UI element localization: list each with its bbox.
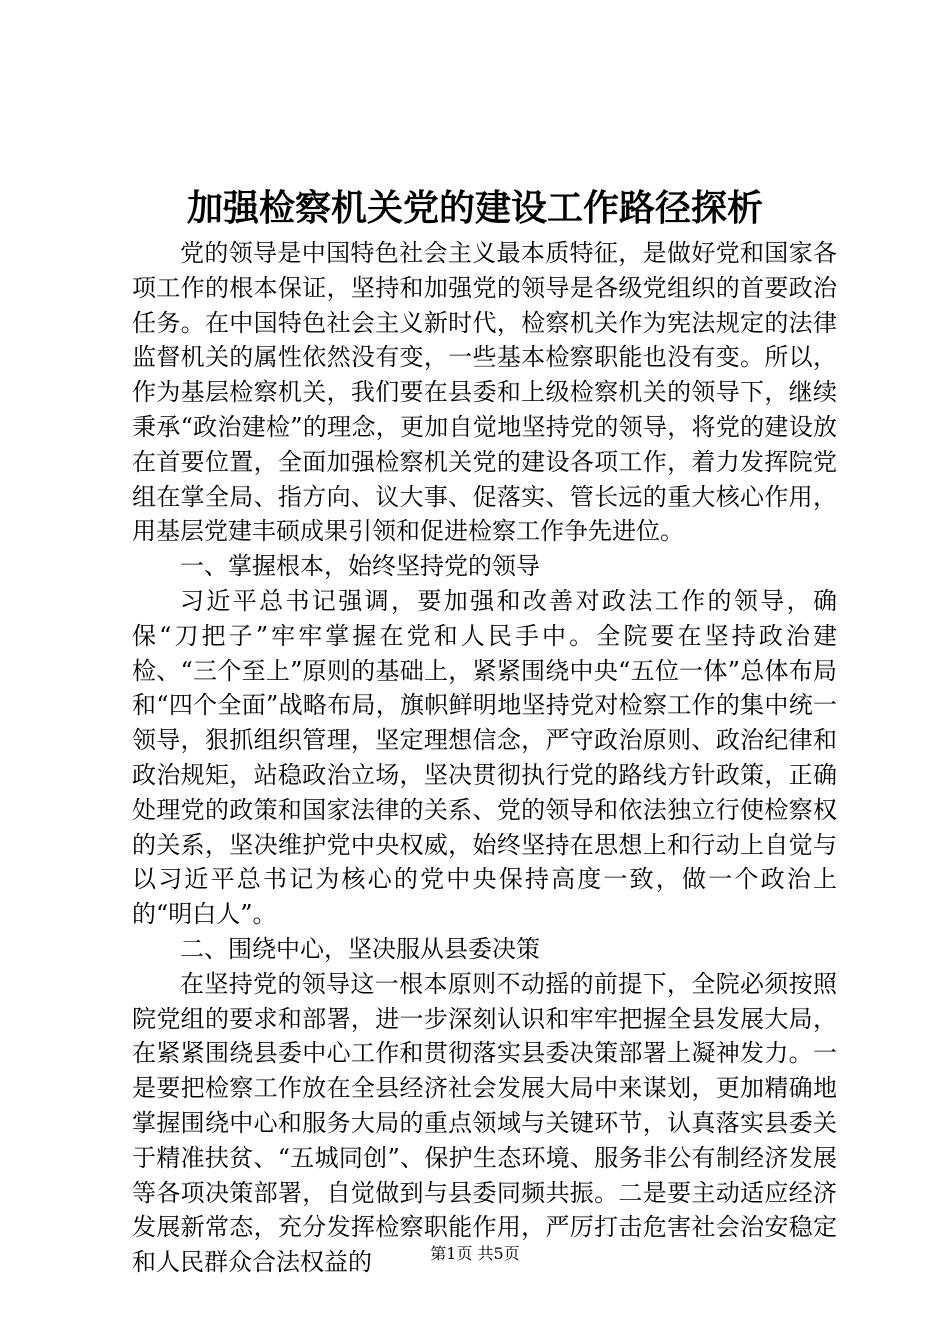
- paragraph-section-1: 习近平总书记强调，要加强和改善对政法工作的领导，确保“刀把子”牢牢掌握在党和人民手中。全院要在坚持政治建检、“三个至上”原则的基础上，紧紧围绕中央“五位一体”总体布局和“四个全面”战略布局，旗帜鲜明地坚持党对检察工作的集中统一领导，狠抓组织管理，坚定理想信念，严守政治原则、政治纪律和政治规矩，站稳政治立场，坚决贯彻执行党的路线方针政策，正确处理党的政策和国家法律的关系、党的领导和依法独立行使检察权的关系，坚决维护党中央权威，始终坚持在思想上和行动上自觉与以习近平总书记为核心的党中央保持高度一致，做一个政治上的“明白人”。: [132, 586, 837, 929]
- document-title: 加强检察机关党的建设工作路径探析: [186, 187, 763, 229]
- section-heading-2: 二、围绕中心，坚决服从县委决策: [180, 934, 540, 963]
- page-number-footer: 第1页 共5页: [430, 1244, 520, 1263]
- document-body: [132, 236, 837, 1280]
- section-heading-1: 一、掌握根本，始终坚持党的领导: [180, 552, 540, 581]
- paragraph-section-2: 在坚持党的领导这一根本原则不动摇的前提下，全院必须按照院党组的要求和部署，进一步深刻认识和牢牢把握全县发展大局，在紧紧围绕县委中心工作和贯彻落实县委决策部署上凝神发力。一是要把检察工作放在全县经济社会发展大局中来谋划，更加精确地掌握围绕中心和服务大局的重点领域与关键环节，认真落实县委关于精准扶贫、“五城同创”、保护生态环境、服务非公有制经济发展等各项决策部署，自觉做到与县委同频共振。二是要主动适应经济发展新常态，充分发挥检察职能作用，严厉打击危害社会治安稳定和人民群众合法权益的: [132, 969, 837, 1277]
- paragraph-intro: 党的领导是中国特色社会主义最本质特征，是做好党和国家各项工作的根本保证，坚持和加强党的领导是各级党组织的首要政治任务。在中国特色社会主义新时代，检察机关作为宪法规定的法律监督机关的属性依然没有变，一些基本检察职能也没有变。所以，作为基层检察机关，我们要在县委和上级检察机关的领导下，继续秉承“政治建检”的理念，更加自觉地坚持党的领导，将党的建设放在首要位置，全面加强检察机关党的建设各项工作，着力发挥院党组在掌全局、指方向、议大事、促落实、管长远的重大核心作用，用基层党建丰硕成果引领和促进检察工作争先进位。: [132, 239, 837, 546]
